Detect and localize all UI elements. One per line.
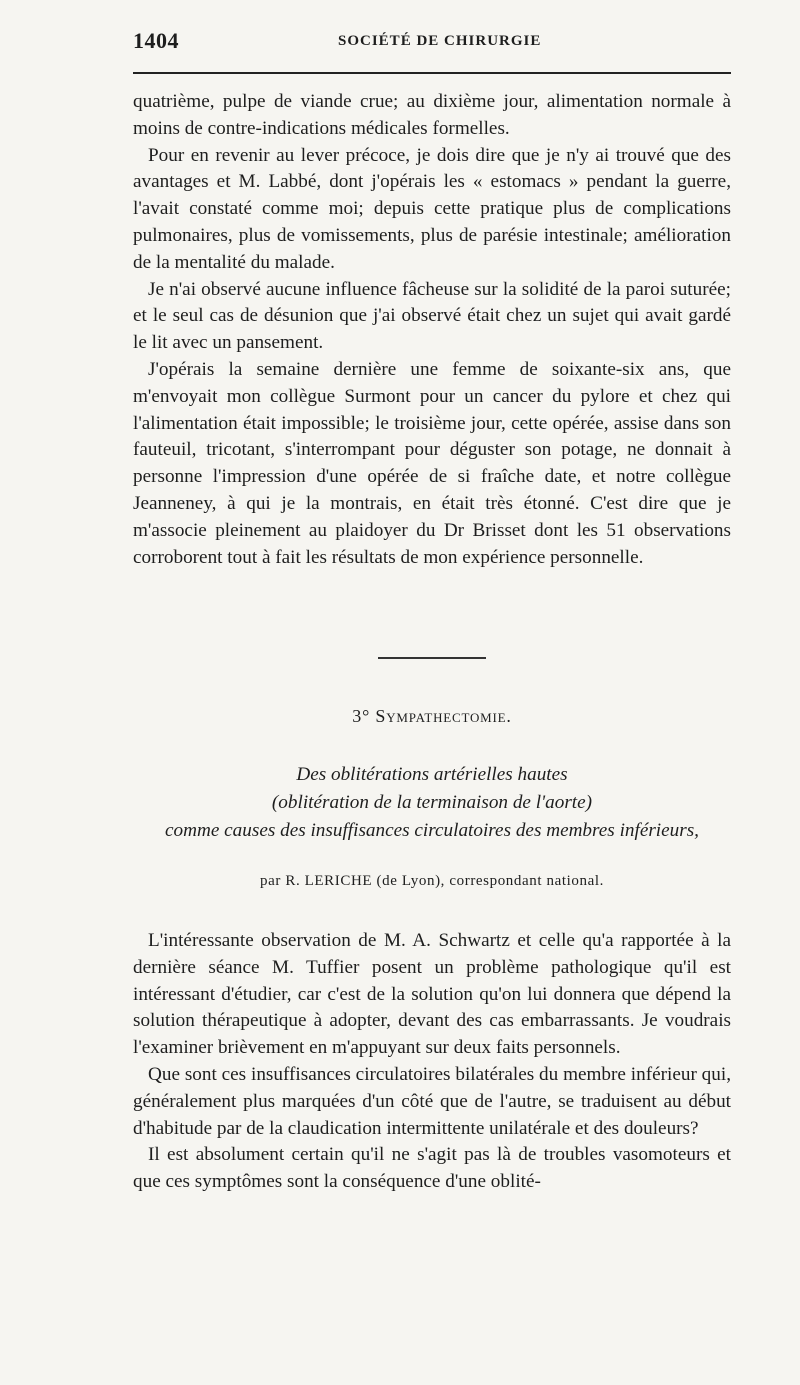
header-rule bbox=[133, 72, 731, 74]
article-title-line-1: Des oblitérations artérielles hautes bbox=[296, 764, 568, 785]
section-heading bbox=[133, 706, 731, 727]
article-title-line-3: comme causes des insuffisances circulatoires des membres inférieurs, bbox=[165, 820, 699, 841]
paragraph: Pour en revenir au lever précoce, je dois dire que je n'y ai trouvé que des avantages et M. Labbé, dont j'opérais les « estomacs » pendant la guerre, l'avait constaté comme moi; depuis cette pratique plus de complications pulmonaires, plus de vomissements, plus de parésie intestinale; amélioration de la mentalité du malade. bbox=[133, 144, 731, 273]
paragraph: J'opérais la semaine dernière une femme de soixante-six ans, que m'envoyait mon collègue Surmont pour un cancer du pylore et chez qui l'alimentation était impossible; le troisième jour, cette opérée, assise dans son fauteuil, tricotant, s'interrompant pour déguster son potage, ne donnait à personne l'impression d'une opérée de si fraîche date, et notre collègue Jeanneney, à qui je la montrais, en était très étonné. C'est dire que je m'associe pleinement au plaidoyer du Dr Brisset dont les 51 observations corroborent tout à fait les résultats de mon expérience personnelle. bbox=[133, 358, 731, 568]
article-title-line-2: (oblitération de la terminaison de l'aorte) bbox=[271, 792, 593, 813]
section-number: 3° bbox=[352, 706, 371, 726]
running-head: SOCIÉTÉ DE CHIRURGIE bbox=[338, 33, 542, 49]
author-line: par R. LERICHE (de Lyon), correspondant national. bbox=[260, 873, 604, 889]
section-title: Sympathectomie. bbox=[375, 706, 512, 726]
paragraph: Que sont ces insuffisances circulatoires bilatérales du membre inférieur qui, généralement plus marquées d'un côté que de l'autre, se traduisent au début d'habitude par de la claudication intermittente unilatérale et des douleurs? bbox=[133, 1063, 731, 1139]
page-header bbox=[133, 28, 731, 58]
paragraph: Je n'ai observé aucune influence fâcheuse sur la solidité de la paroi suturée; et le seul cas de désunion que j'ai observé était chez un sujet qui avait gardé le lit avec un pansement. bbox=[133, 278, 731, 354]
paragraph: quatrième, pulpe de viande crue; au dixième jour, alimentation normale à moins de contre-indications médicales formelles. bbox=[133, 91, 731, 139]
paragraph: L'intéressante observation de M. A. Schwartz et celle qu'a rapportée à la dernière séance M. Tuffier posent un problème pathologique qu'il est intéressant d'étudier, car c'est de la solution qu'on lui donnera que dépend la solution thérapeutique à adopter, devant des cas embarrassants. Je voudrais l'examiner brièvement en m'appuyant sur deux faits personnels. bbox=[133, 930, 731, 1059]
body-text-block-2 bbox=[133, 928, 731, 1196]
page-number: 1404 bbox=[133, 28, 179, 53]
body-text-block-1 bbox=[133, 89, 731, 571]
section-divider bbox=[378, 657, 486, 659]
paragraph: Il est absolument certain qu'il ne s'agit pas là de troubles vasomoteurs et que ces symptômes sont la conséquence d'une oblité- bbox=[133, 1144, 731, 1193]
